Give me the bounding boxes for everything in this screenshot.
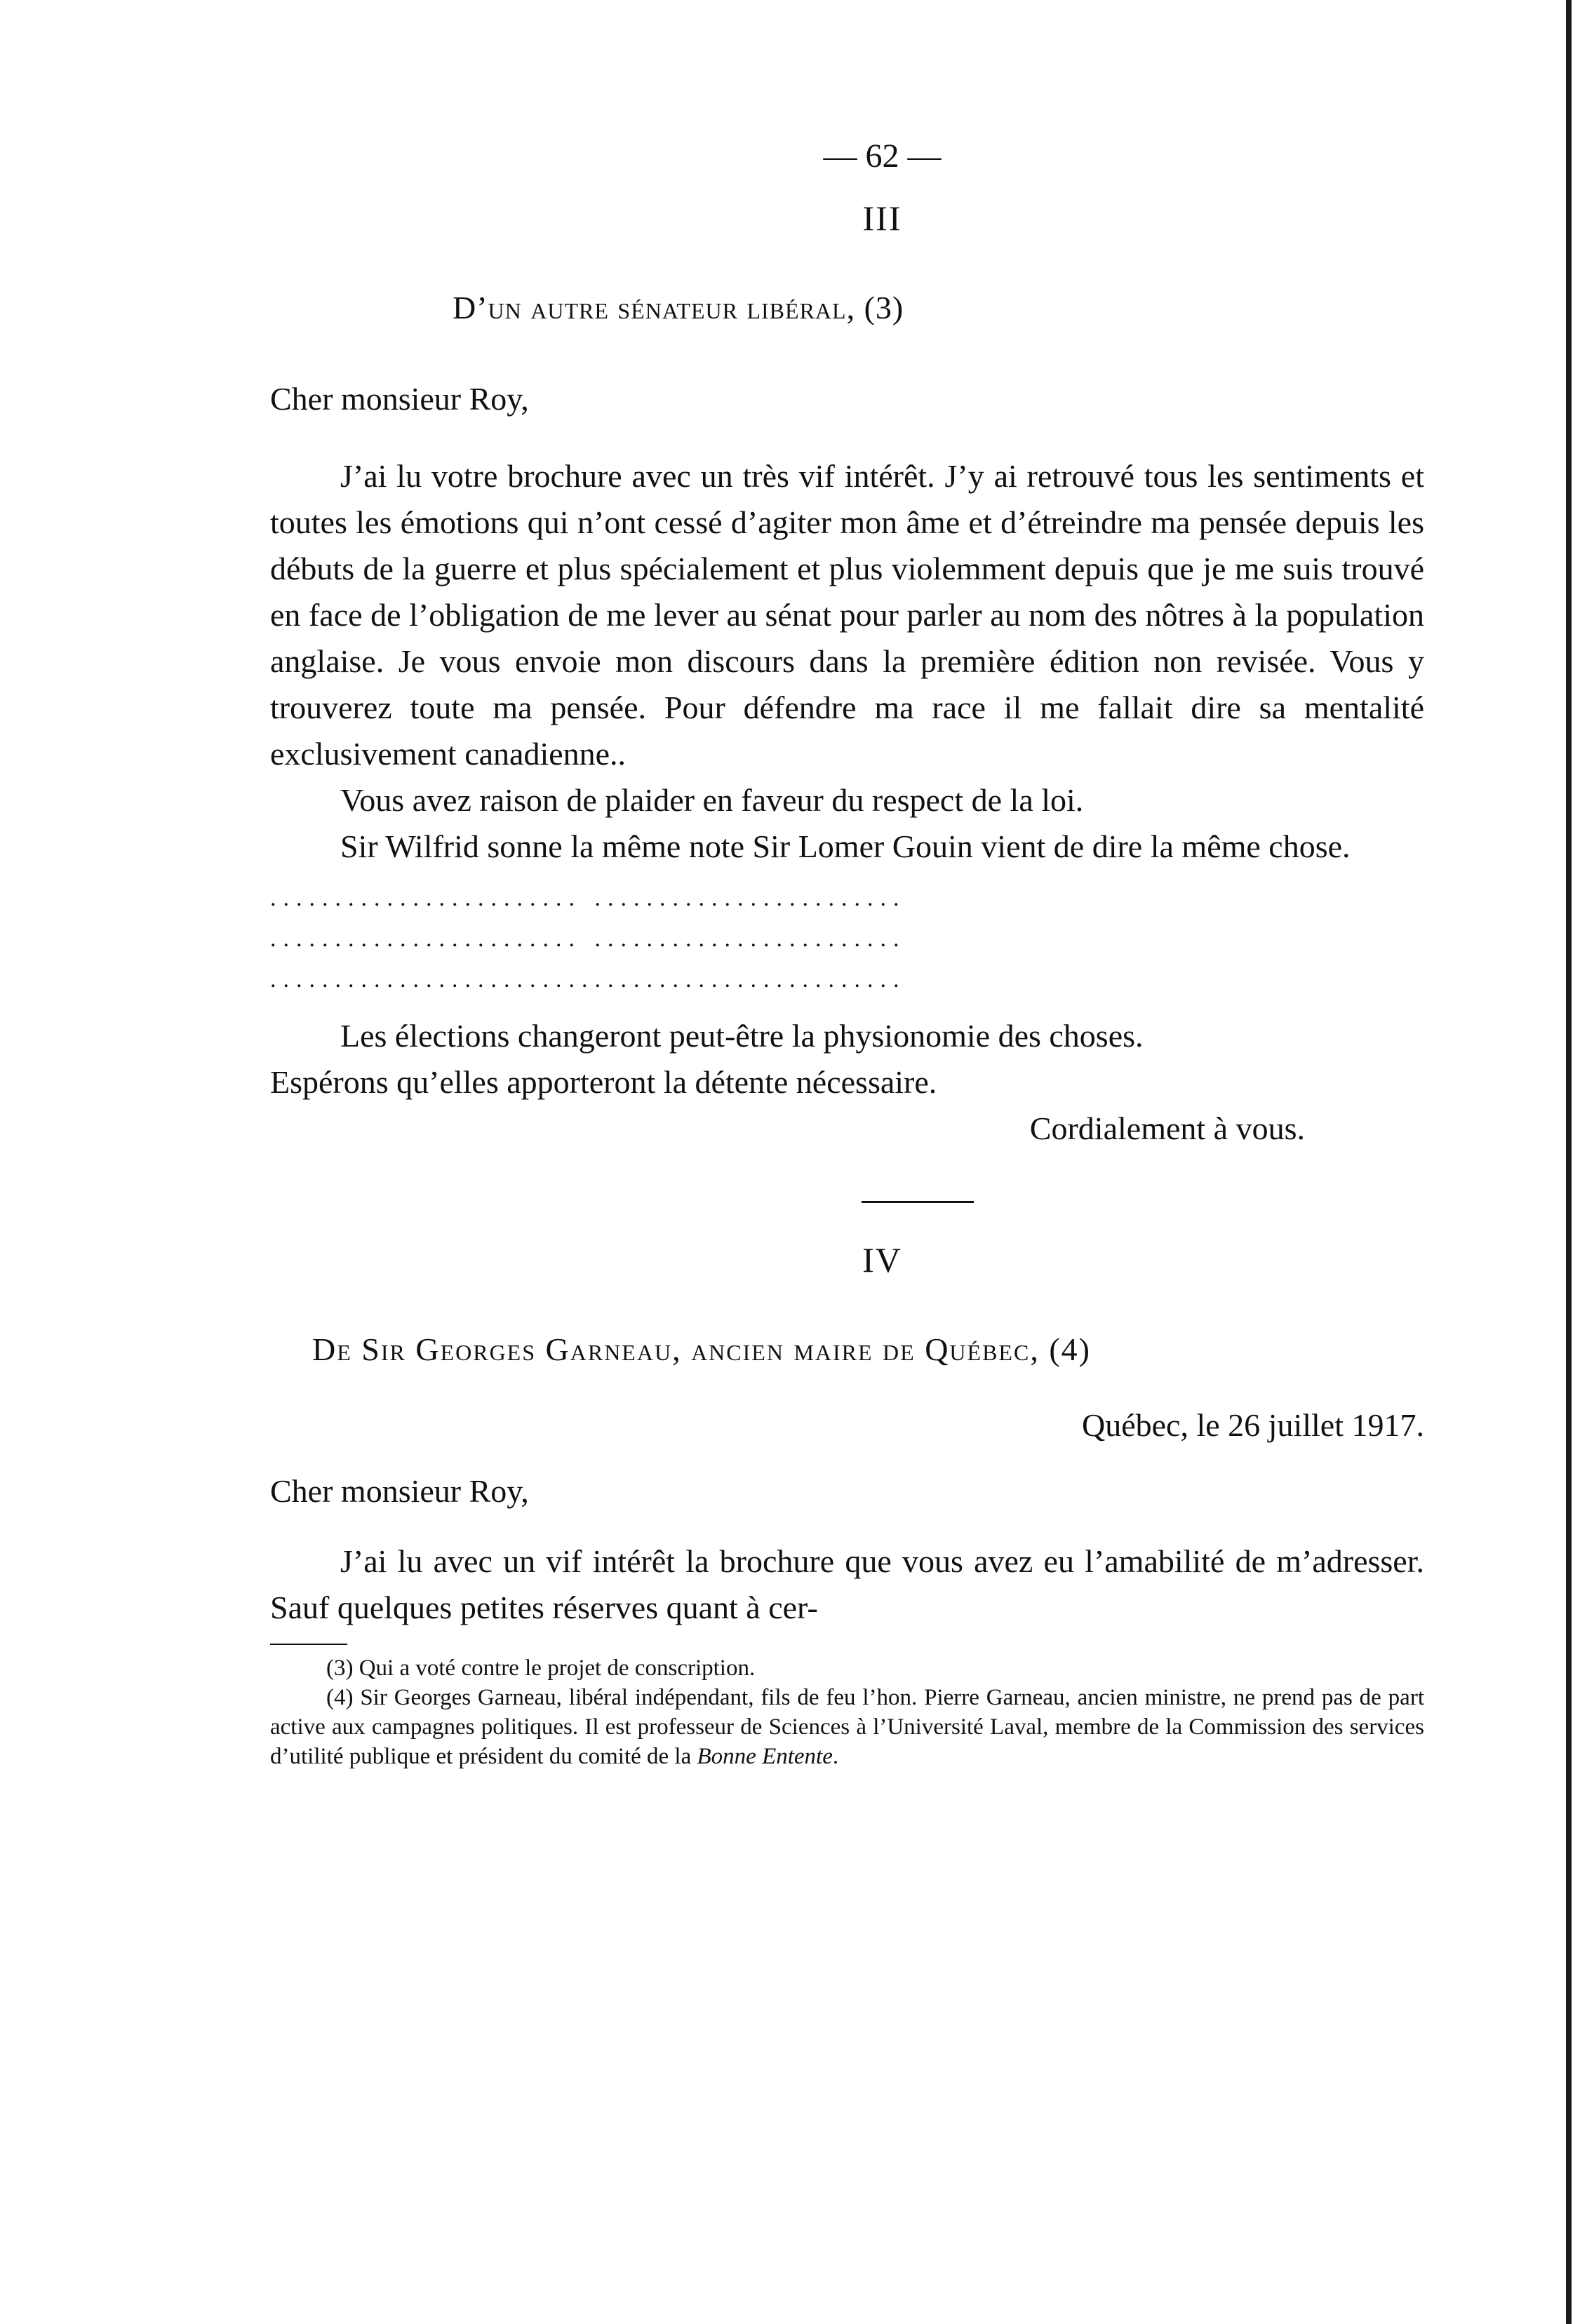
- salutation-three: Cher monsieur Roy,: [270, 381, 529, 417]
- letter-paragraph-4: Les élections changeront peut-être la physionomie des choses.: [340, 1018, 1144, 1054]
- letter-paragraph-3: Sir Wilfrid sonne la même note Sir Lomer Gouin vient de dire la même chose.: [340, 828, 1351, 864]
- footnote-rule: [270, 1644, 347, 1645]
- footnote-4-end: .: [832, 1744, 839, 1769]
- letter-paragraph-5: Espérons qu’elles apporteront la détente nécessaire.: [270, 1064, 937, 1100]
- letter-paragraph-six: J’ai lu avec un vif intérêt la brochure que vous avez eu l’amabilité de m’adresser. Sauf quelques petites réserves quant à cer-: [270, 1543, 1424, 1625]
- ellipsis-line: ........................ ........................: [270, 885, 906, 911]
- section-numeral-four: IV: [862, 1240, 902, 1279]
- letter-date: Québec, le 26 juillet 1917.: [1082, 1407, 1424, 1443]
- section-heading-four: De Sir Georges Garneau, ancien maire de Québec, (4): [312, 1331, 1091, 1367]
- document-page: [270, 133, 1424, 1771]
- salutation-four: Cher monsieur Roy,: [270, 1473, 529, 1509]
- footnote-4: [270, 1683, 1424, 1771]
- footnote-4-italic: Bonne Entente: [697, 1744, 833, 1769]
- scan-margin-line: [1566, 0, 1572, 2324]
- ellipsis-line: ........................ ........................: [270, 926, 906, 952]
- section-numeral-three: III: [862, 199, 902, 238]
- page-number: — 62 —: [823, 137, 942, 175]
- section-heading-three: D’un autre sénateur libéral, (3): [453, 290, 904, 325]
- letter-paragraph-1: J’ai lu votre brochure avec un très vif intérêt. J’y ai retrouvé tous les sentiments et toutes les émotions qui n’ont cessé d’agiter mon âme et d’étreindre ma pensée depuis les débuts de la guerre et plus spécialement et plus violemment depuis que je me suis trouvé en face de l’obligation de me lever au sénat pour parler au nom des nôtres à la population anglaise. Je vous envoie mon discours dans la première édition non revisée. Vous y trouverez toute ma pensée. Pour défendre ma race il me fallait dire sa mentalité exclusivement canadienne..: [270, 458, 1424, 772]
- ellipsis-block: [270, 878, 1424, 1000]
- footnote-4-text: (4) Sir Georges Garneau, libéral indépendant, fils de feu l’hon. Pierre Garneau, ancien ministre, ne prend pas de part active aux campagnes politiques. Il est professeur de Sciences à l’Université Laval, membre de la Commission des services d’utilité publique et président du comité de la: [270, 1685, 1424, 1769]
- section-divider: [862, 1201, 974, 1203]
- closing-three: Cordialement à vous.: [1029, 1110, 1305, 1146]
- letter-paragraph-2: Vous avez raison de plaider en faveur du respect de la loi.: [340, 782, 1084, 818]
- ellipsis-line: .................................................: [270, 967, 906, 993]
- footnote-3: (3) Qui a voté contre le projet de conscription.: [326, 1655, 756, 1681]
- footnotes: [270, 1653, 1424, 1771]
